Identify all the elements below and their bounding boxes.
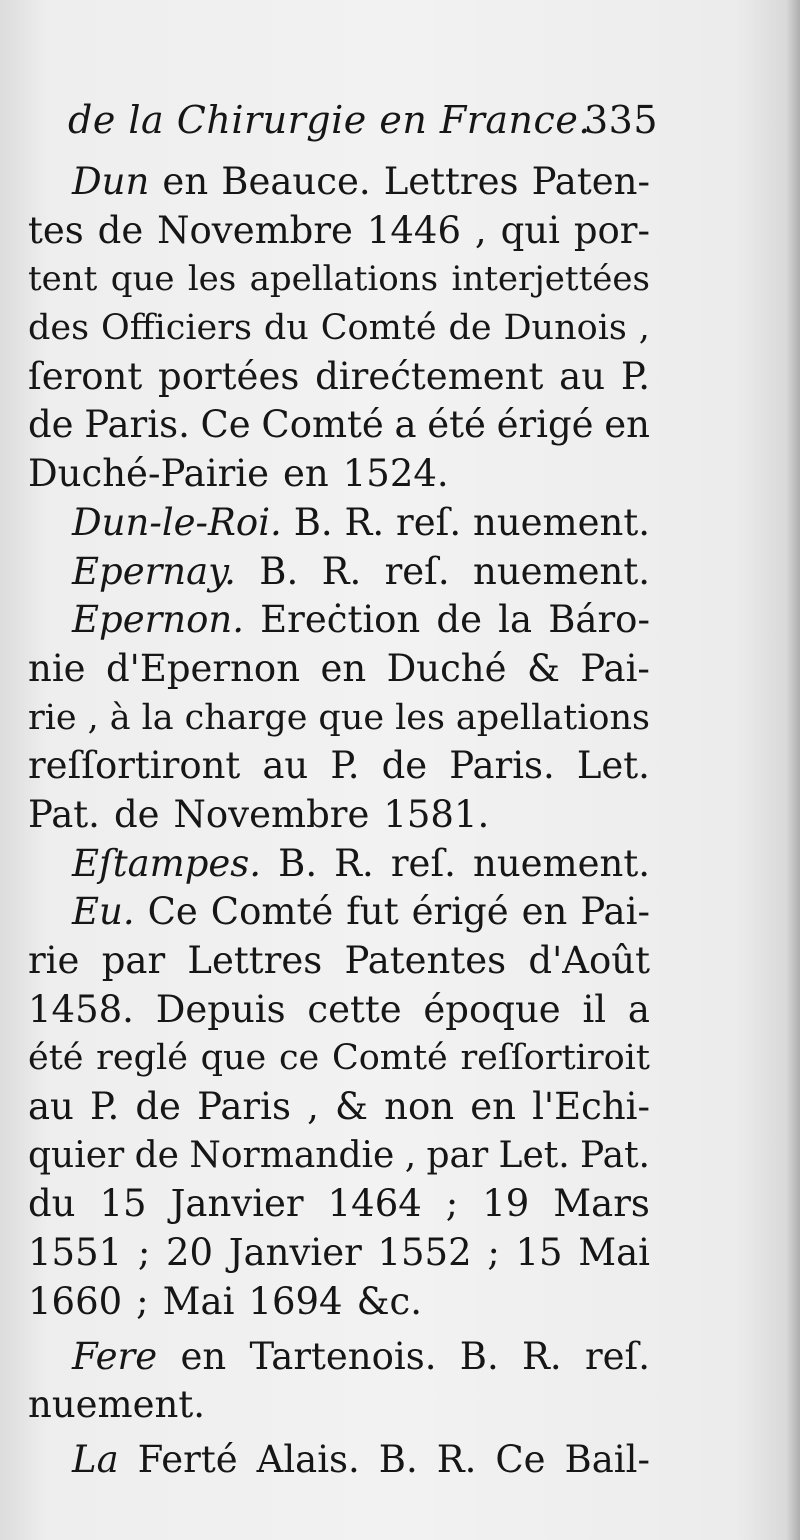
page-gutter-shadow [786,0,800,1540]
running-header [68,98,658,154]
text-line: ſeront portées direćtement au P. [28,354,650,398]
text-line: nuement. [28,1383,205,1427]
text-line: La Ferté Alais. B. R. Ce Bail- [72,1437,650,1481]
text-line: 1458. Depuis cette époque il a [28,987,650,1031]
text-line: rie , à la charge que les apellations [28,697,650,738]
text-line: des Officiers du Comté de Dunois , [28,308,650,349]
text-line: Eu. Ce Comté fut érigé en Pai- [72,890,650,934]
text-line: nie d'Epernon en Duché & Pai- [28,646,650,690]
text-line: Duché-Pairie en 1524. [28,452,449,496]
text-line: tent que les apellations interjettées [28,259,650,300]
text-line: tes de Novembre 1446 , qui por- [28,208,650,252]
text-line: reſſortiront au P. de Paris. Let. [28,744,650,788]
text-line: du 15 Janvier 1464 ; 19 Mars [28,1182,650,1226]
text-line: été reglé que ce Comté reſſortiroit [28,1038,650,1079]
text-line: quier de Normandie , par Let. Pat. [28,1134,650,1176]
running-title: de la Chirurgie en France. [68,98,591,142]
text-line: Dun-le-Roi. B. R. reſ. nuement. [72,500,650,544]
text-line: Dun en Beauce. Lettres Paten- [72,160,650,203]
text-line: au P. de Paris , & non en l'Echi- [28,1085,650,1129]
page-number: 335 [583,98,658,142]
text-line: Fere en Tartenois. B. R. reſ. [72,1334,650,1378]
text-line: 1551 ; 20 Janvier 1552 ; 15 Mai [28,1231,650,1275]
text-line: rie par Lettres Patentes d'Août [28,939,650,982]
text-line: de Paris. Ce Comté a été érigé en [28,403,650,447]
text-line: Epernon. Ereċtion de la Báro- [72,598,650,642]
text-line: Pat. de Novembre 1581. [28,792,490,836]
body-text [28,158,650,1485]
text-line: Eſtampes. B. R. reſ. nuement. [72,841,650,885]
text-line: Epernay. B. R. reſ. nuement. [72,549,650,593]
text-line: 1660 ; Mai 1694 &c. [28,1279,423,1323]
